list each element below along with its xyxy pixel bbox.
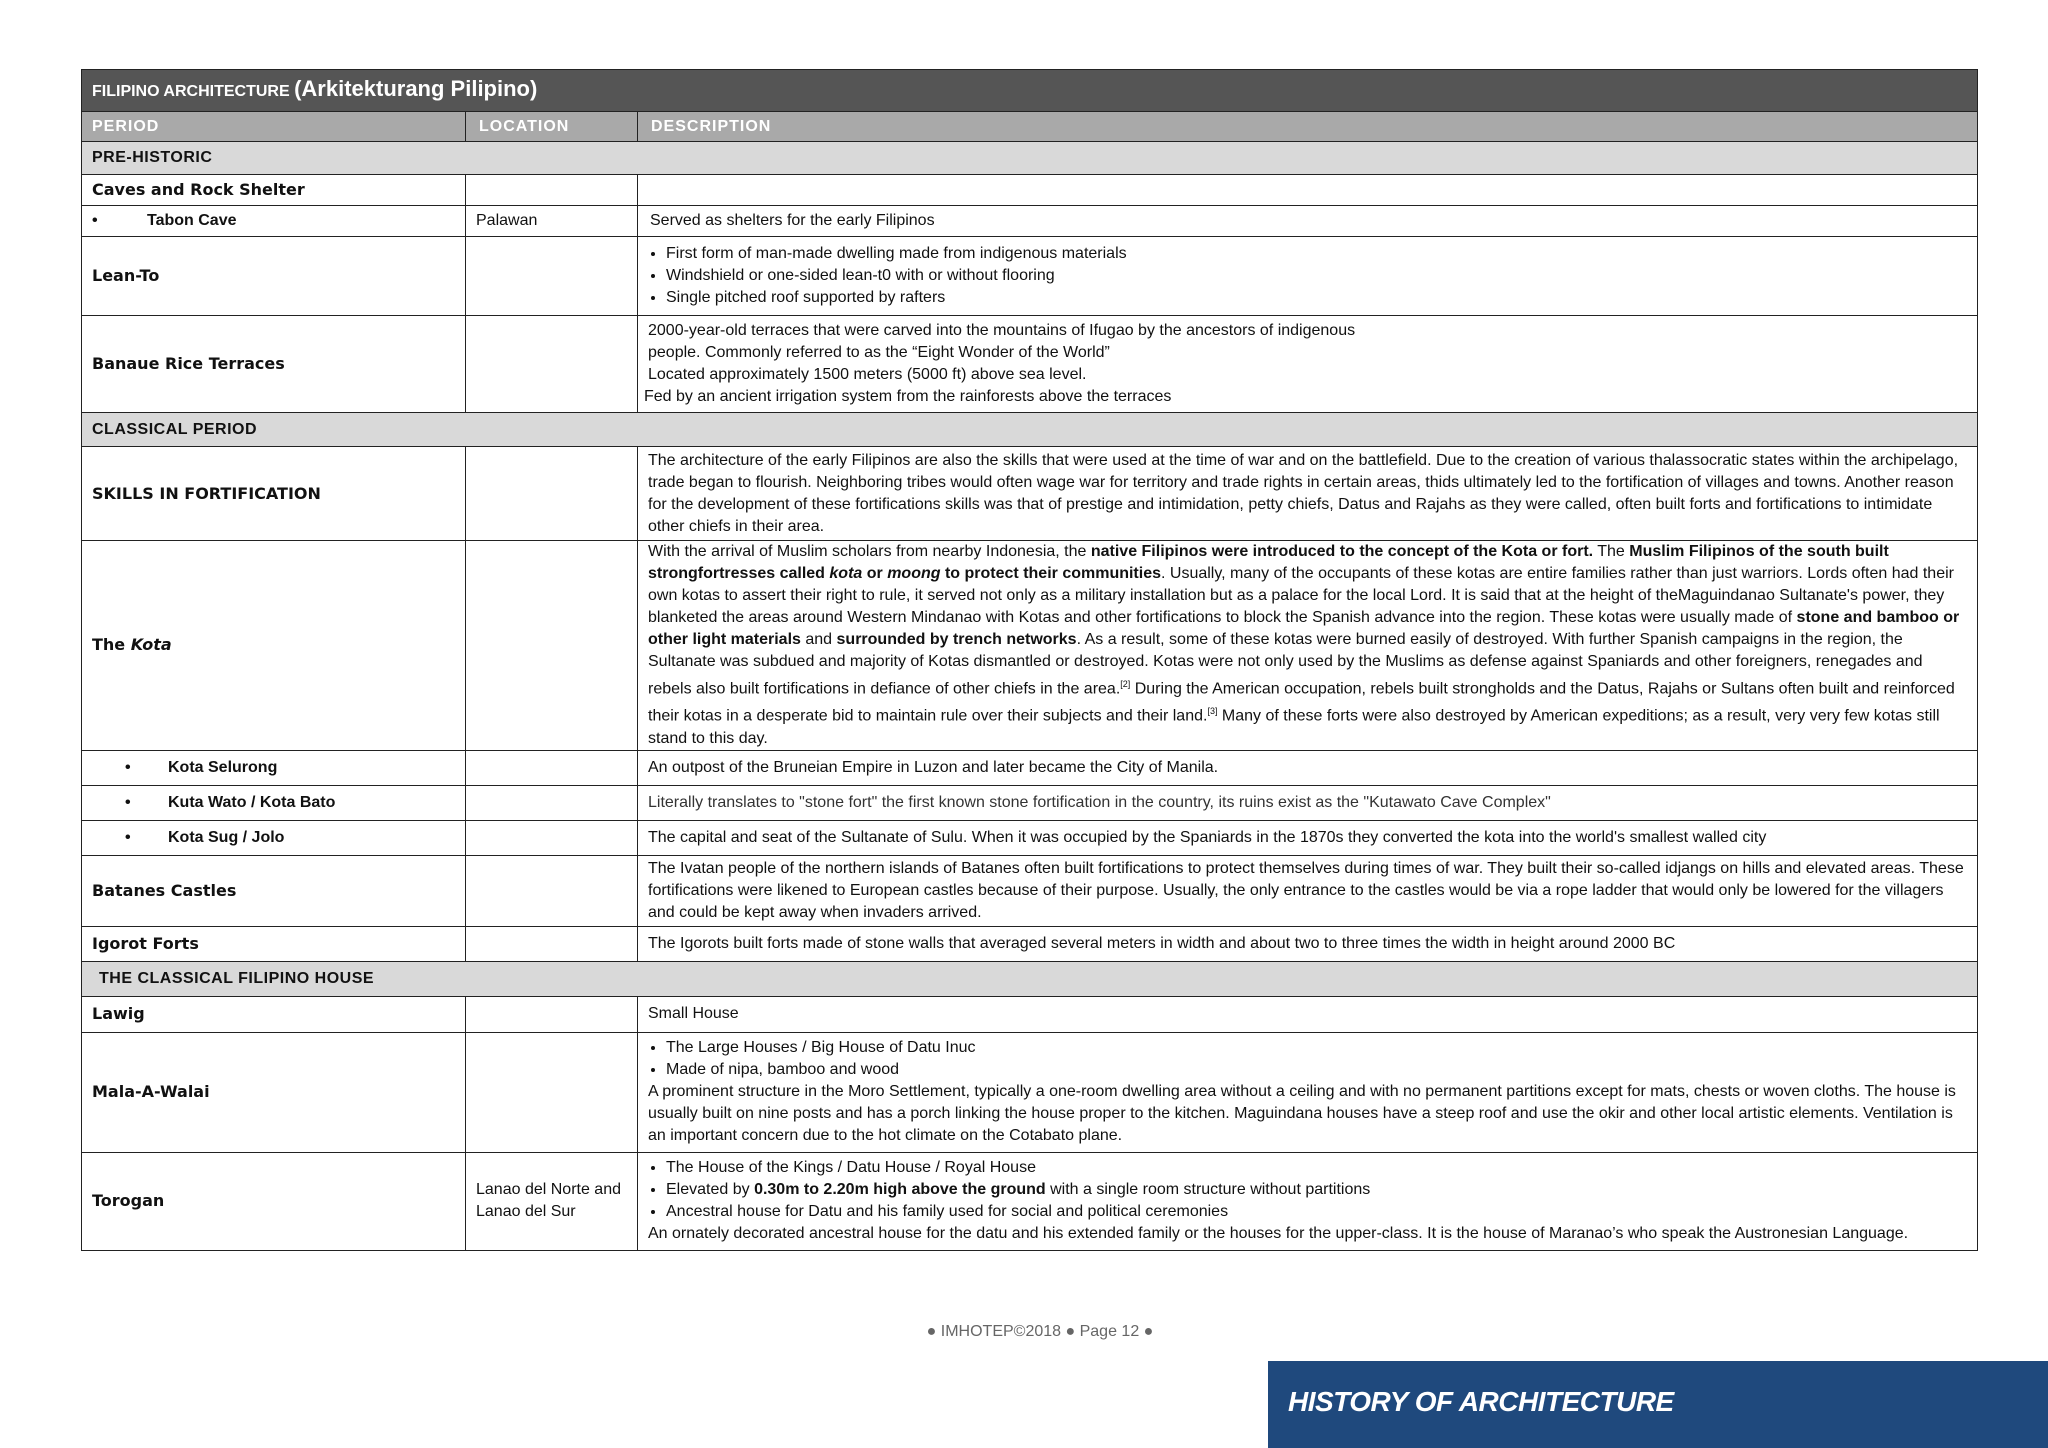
period-tabon-label: Tabon Cave bbox=[147, 212, 237, 229]
location-tabon: Palawan bbox=[466, 206, 638, 237]
section-row bbox=[82, 961, 1978, 996]
table-subtitle: (Arkitekturang Pilipino) bbox=[294, 76, 538, 101]
location-cell bbox=[466, 541, 638, 751]
location-cell bbox=[466, 855, 638, 926]
kota-text: With the arrival of Muslim scholars from nearby Indonesia, the bbox=[648, 543, 1091, 560]
chapter-banner bbox=[1268, 1361, 2048, 1448]
torogan-text: Elevated by bbox=[666, 1181, 755, 1199]
list-item: • First form of man-made dwelling made from indigenous materials bbox=[666, 243, 1967, 265]
list-item: • The Large Houses / Big House of Datu Inuc bbox=[666, 1037, 1967, 1059]
header-description: DESCRIPTION bbox=[638, 112, 1978, 142]
period-igorot: Igorot Forts bbox=[82, 926, 466, 961]
kota-bold: surrounded by trench networks bbox=[836, 631, 1077, 648]
location-torogan bbox=[466, 1152, 638, 1250]
table-row bbox=[82, 1032, 1978, 1152]
desc-fortification: The architecture of the early Filipinos are also the skills that were used at the time of war and on the battlefield. Due to the creation of various thalassocratic states within the archipelago, trade began to flourish. Neighboring tribes would often wage war for territory and trade rights in certain areas, thids ultimately led to the fortification of villages and towns. Another reason for the development of these fortifications skills was that of prestige and intimidation, petty chiefs, Datus and Rajahs as they were called, often built forts and fortifications to intimidate other chiefs in their area. bbox=[638, 447, 1978, 541]
section-row bbox=[82, 142, 1978, 175]
list-item: • The House of the Kings / Datu House / Royal House bbox=[666, 1157, 1967, 1179]
period-selurong bbox=[82, 750, 466, 785]
bullet-icon: • bbox=[125, 828, 131, 846]
bullet-icon: • bbox=[125, 758, 131, 776]
period-kutawato-label: Kuta Wato / Kota Bato bbox=[168, 793, 336, 811]
list-item: • Ancestral house for Datu and his family used for social and political ceremonies bbox=[666, 1201, 1967, 1223]
period-batanes: Batanes Castles bbox=[82, 855, 466, 926]
torogan-bold: 0.30m to 2.20m high above the ground bbox=[754, 1181, 1046, 1199]
table-row bbox=[82, 785, 1978, 820]
bullet-icon: • bbox=[125, 793, 131, 811]
period-sug bbox=[82, 820, 466, 855]
desc-leanto bbox=[638, 237, 1978, 316]
desc-batanes: The Ivatan people of the northern islands of Batanes often built fortifications to protect themselves during times of war. They built their so-called idjangs on hills and elevated areas. These fortifications were likened to European castles because of their purpose. Usually, the only entrance to the castles would be via a rope ladder that would only be lowered for the villagers and could be kept away when invaders arrived. bbox=[638, 855, 1978, 926]
kota-bold: native Filipinos were introduced to the concept of the Kota or fort. bbox=[1090, 543, 1594, 560]
table-row bbox=[82, 175, 1978, 206]
period-torogan: Torogan bbox=[82, 1152, 466, 1250]
table-title-row bbox=[82, 70, 1978, 112]
section-house: THE CLASSICAL FILIPINO HOUSE bbox=[82, 961, 1978, 996]
period-kota-em: Kota bbox=[130, 635, 172, 655]
footnote-ref[interactable]: [2] bbox=[1120, 679, 1131, 689]
footnote-ref[interactable]: [3] bbox=[1207, 706, 1218, 717]
desc-lawig: Small House bbox=[638, 996, 1978, 1032]
kota-bold: stone and bamboo or other light materials bbox=[648, 609, 1960, 648]
desc-malawalai bbox=[638, 1032, 1978, 1152]
list-item: • Single pitched roof supported by rafters bbox=[666, 287, 1967, 309]
period-sug-label: Kota Sug / Jolo bbox=[168, 828, 285, 846]
kota-text: During the American occupation, rebels built strongholds and the Datus, Rajahs or Sultans often built and reinforced their kotas in a desperate bid to maintain rule over their subjects and their land. bbox=[648, 680, 1955, 725]
desc-selurong: An outpost of the Bruneian Empire in Luzon and later became the City of Manila. bbox=[638, 750, 1978, 785]
table-row bbox=[82, 316, 1978, 413]
location-cell bbox=[466, 785, 638, 820]
table-row bbox=[82, 447, 1978, 541]
section-prehistoric: PRE-HISTORIC bbox=[82, 142, 1978, 175]
kota-text: . As a result, some of these kotas were burned easily of destroyed. With further Spanish campaigns in the region, the Sultanate was subdued and majority of Kotas dismantled or destroyed. Kotas were not only used by the Muslims as defense against Spaniards and other foreigners, renegades and rebels also built fortifications in defiance of other chiefs in the area. bbox=[648, 631, 1923, 698]
period-fortification: SKILLS IN FORTIFICATION bbox=[82, 447, 466, 541]
list-item: • Windshield or one-sided lean-t0 with or without flooring bbox=[666, 265, 1967, 287]
desc-banaue bbox=[638, 316, 1978, 413]
location-cell bbox=[466, 175, 638, 206]
location-cell bbox=[466, 820, 638, 855]
description-cell bbox=[638, 175, 1978, 206]
page-footer: ● IMHOTEP©2018 ● Page 12 ● bbox=[926, 1323, 1154, 1340]
malawalai-bullet-list bbox=[648, 1037, 1967, 1081]
desc-kutawato: Literally translates to "stone fort" the first known stone fortification in the country, its ruins exist as the "Kutawato Cave Complex" bbox=[638, 785, 1978, 820]
table-row bbox=[82, 541, 1978, 751]
table-row bbox=[82, 750, 1978, 785]
table-title bbox=[82, 70, 1978, 112]
period-lawig: Lawig bbox=[82, 996, 466, 1032]
kota-italic: kota bbox=[829, 565, 863, 582]
architecture-table bbox=[81, 69, 1978, 1251]
table-row bbox=[82, 820, 1978, 855]
chapter-banner-title: HISTORY OF ARCHITECTURE bbox=[1288, 1386, 1674, 1417]
period-kutawato bbox=[82, 785, 466, 820]
banaue-line: people. Commonly referred to as the “Eight Wonder of the World” bbox=[648, 344, 1110, 361]
leanto-bullet-list bbox=[648, 243, 1967, 309]
desc-kota bbox=[638, 541, 1978, 751]
torogan-desc: An ornately decorated ancestral house for the datu and his extended family or the houses for the upper-class. It is the house of Maranao’s who speak the Austronesian Language. bbox=[648, 1225, 1909, 1243]
banaue-line: 2000-year-old terraces that were carved into the mountains of Ifugao by the ancestors of indigenous bbox=[648, 322, 1356, 339]
table-row bbox=[82, 855, 1978, 926]
period-tabon bbox=[82, 206, 466, 237]
kota-text: The bbox=[1593, 543, 1630, 560]
desc-torogan bbox=[638, 1152, 1978, 1250]
header-period: PERIOD bbox=[82, 112, 466, 142]
location-cell bbox=[466, 926, 638, 961]
period-kota bbox=[82, 541, 466, 751]
location-cell bbox=[466, 1032, 638, 1152]
malawalai-desc: A prominent structure in the Moro Settlement, typically a one-room dwelling area without a ceiling and with no permanent partitions except for mats, chests or woven cloths. The house is usually built on nine posts and has a porch linking the house proper to the kitchen. Maguindana houses have a steep roof and use the okir and other local artistic elements. Ventilation is an important concern due to the hot climate on the Cotabato plane. bbox=[648, 1083, 1956, 1145]
desc-igorot: The Igorots built forts made of stone walls that averaged several meters in width and about two to three times the width in height around 2000 BC bbox=[638, 926, 1978, 961]
location-cell bbox=[466, 447, 638, 541]
banaue-line: Located approximately 1500 meters (5000 ft) above sea level. bbox=[648, 366, 1087, 383]
location-line: Lanao del Sur bbox=[476, 1203, 576, 1221]
location-cell bbox=[466, 750, 638, 785]
period-malawalai: Mala-A-Walai bbox=[82, 1032, 466, 1152]
table-row bbox=[82, 206, 1978, 237]
location-line: Lanao del Norte and bbox=[476, 1181, 621, 1199]
kota-text: . Usually, many of the occupants of these kotas are entire families rather than just warriors. Lords often had their own kotas to assert their right to rule, it served not only as a military installation but as a palace for the local Lord. It is said that at the height of theMaguindanao Sultanate's power, they blanketed the areas around Western Mindanao with Kotas and other fortifications to block the Spanish advance into the region. These kotas were usually made of bbox=[648, 565, 1954, 626]
table-title-text: FILIPINO ARCHITECTURE bbox=[92, 83, 290, 100]
period-caves: Caves and Rock Shelter bbox=[82, 175, 466, 206]
period-selurong-label: Kota Selurong bbox=[168, 758, 278, 776]
desc-tabon: Served as shelters for the early Filipinos bbox=[638, 206, 1978, 237]
section-row bbox=[82, 413, 1978, 447]
table-row bbox=[82, 1152, 1978, 1250]
column-header-row bbox=[82, 112, 1978, 142]
list-item: • Made of nipa, bamboo and wood bbox=[666, 1059, 1967, 1081]
kota-bold: Muslim Filipinos of the south built strongfortresses called bbox=[648, 543, 1889, 582]
torogan-text: with a single room structure without partitions bbox=[1045, 1181, 1371, 1199]
bullet-icon: • bbox=[92, 212, 98, 229]
kota-text: and bbox=[800, 631, 837, 648]
period-kota-prefix: The bbox=[92, 635, 131, 655]
list-item bbox=[666, 1179, 1967, 1201]
banaue-line: Fed by an ancient irrigation system from the rainforests above the terraces bbox=[644, 388, 1172, 405]
kota-bold: or bbox=[862, 565, 888, 582]
table-row bbox=[82, 237, 1978, 316]
kota-italic: moong bbox=[887, 565, 941, 582]
header-location: LOCATION bbox=[466, 112, 638, 142]
table-row bbox=[82, 926, 1978, 961]
section-classical: CLASSICAL PERIOD bbox=[82, 413, 1978, 447]
table-row bbox=[82, 996, 1978, 1032]
period-banaue: Banaue Rice Terraces bbox=[82, 316, 466, 413]
location-cell bbox=[466, 996, 638, 1032]
kota-text: Many of these forts were also destroyed by American expeditions; as a result, very very few kotas still stand to this day. bbox=[648, 707, 1940, 747]
desc-sug: The capital and seat of the Sultanate of Sulu. When it was occupied by the Spaniards in the 1870s they converted the kota into the world's smallest walled city bbox=[638, 820, 1978, 855]
torogan-bullet-list bbox=[648, 1157, 1967, 1223]
location-cell bbox=[466, 316, 638, 413]
location-cell bbox=[466, 237, 638, 316]
kota-bold: to protect their communities bbox=[940, 565, 1161, 582]
period-leanto: Lean-To bbox=[82, 237, 466, 316]
